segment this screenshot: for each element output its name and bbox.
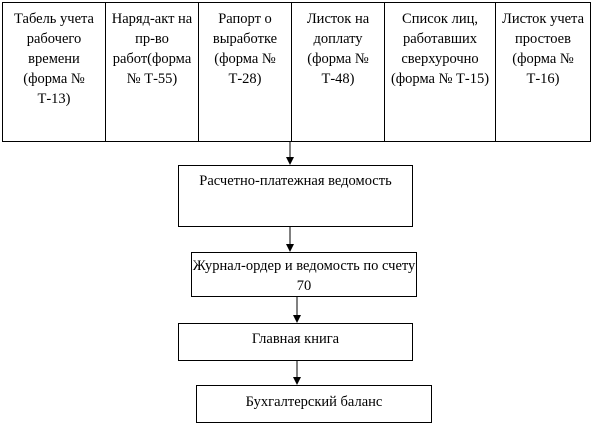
doc-overtime-list-t15: Список лиц, работавших сверхурочно (форма № Т-15) <box>385 3 496 142</box>
source-documents-row <box>3 3 591 142</box>
accounting-balance-box: Бухгалтерский баланс <box>196 385 432 423</box>
source-documents-table <box>2 2 591 142</box>
doc-downtime-sheet-t16: Листок учета простоев (форма № Т-16) <box>496 3 591 142</box>
doc-surcharge-sheet-t48: Листок на доплату (форма № Т-48) <box>292 3 385 142</box>
doc-timesheet-t13: Табель учета рабочего времени (форма № Т-13) <box>3 3 106 142</box>
general-ledger-box: Главная книга <box>178 323 413 361</box>
journal-order-box: Журнал-ордер и ведомость по счету 70 <box>191 252 417 297</box>
doc-work-order-t55: Наряд-акт на пр-во работ(формa № Т-55) <box>106 3 199 142</box>
doc-output-report-t28: Рапорт о выработке (форма № Т-28) <box>199 3 292 142</box>
payroll-statement-box: Расчетно-платежная ведомость <box>178 165 413 227</box>
